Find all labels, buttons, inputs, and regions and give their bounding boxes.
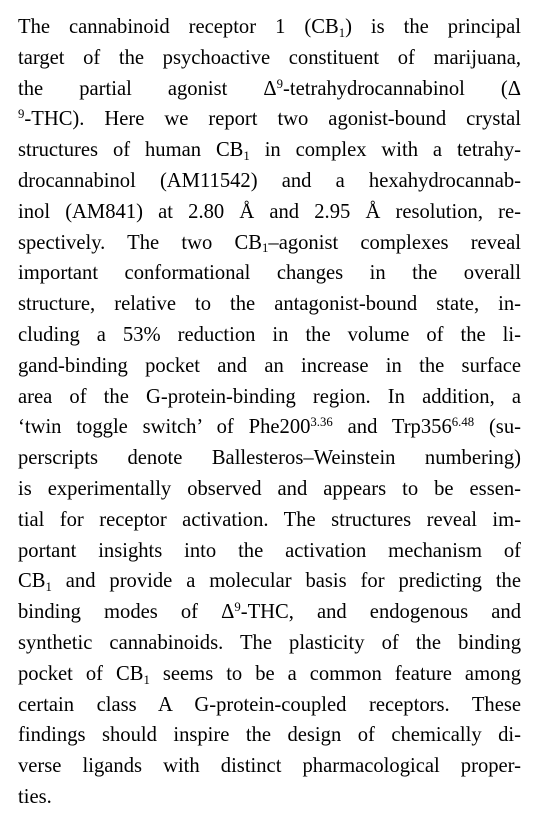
text-run: tial for receptor activation. The structures reveal im- xyxy=(18,508,521,531)
text-run: gand-binding pocket and an increase in the surface xyxy=(18,354,521,377)
text-run: portant insights into the activation mechanism of xyxy=(18,539,521,562)
text-run: -THC). Here we report two agonist-bound crystal xyxy=(24,108,521,131)
text-line xyxy=(18,351,521,382)
text-run: -tetrahydrocannabinol (Δ xyxy=(283,77,521,100)
text-run: The cannabinoid receptor 1 (CB xyxy=(18,16,339,38)
text-line xyxy=(18,443,521,474)
superscript: 9 xyxy=(276,76,284,91)
text-line xyxy=(18,166,521,197)
text-run: is experimentally observed and appears to be essen- xyxy=(18,477,521,500)
text-run: certain class A G-protein-coupled receptors. These xyxy=(18,693,521,716)
text-run: synthetic cannabinoids. The plasticity of the binding xyxy=(18,631,521,654)
text-run: -THC, and endogenous and xyxy=(240,601,521,624)
superscript: 9 xyxy=(234,600,241,615)
text-run: verse ligands with distinct pharmacological proper- xyxy=(18,755,521,778)
text-line xyxy=(18,197,521,228)
text-line xyxy=(18,566,521,597)
subscript: 1 xyxy=(243,149,250,164)
text-run: perscripts denote Ballesteros–Weinstein numbering) xyxy=(18,447,521,470)
text-run: target of the psychoactive constituent of marijuana, xyxy=(18,46,521,69)
subscript: 1 xyxy=(45,580,52,595)
text-run: seems to be a common feature among xyxy=(149,662,521,685)
text-run: ) is the principal xyxy=(345,16,521,38)
text-line xyxy=(18,628,521,659)
text-line xyxy=(18,104,521,135)
subscript: 1 xyxy=(262,241,269,256)
text-run: inol (AM841) at 2.80 Å and 2.95 Å resolution, re- xyxy=(18,200,521,223)
text-line xyxy=(18,690,521,721)
text-line xyxy=(18,12,521,43)
text-run: and Trp356 xyxy=(332,416,452,439)
text-line xyxy=(18,289,521,320)
text-line xyxy=(18,135,521,166)
text-run: ties. xyxy=(18,785,52,808)
text-run: cluding a 53% reduction in the volume of the li- xyxy=(18,323,521,346)
text-run: (su- xyxy=(474,416,521,439)
superscript: 9 xyxy=(18,107,25,122)
text-line xyxy=(18,258,521,289)
text-run: binding modes of Δ xyxy=(18,601,235,624)
text-run: findings should inspire the design of chemically di- xyxy=(18,724,521,747)
text-line xyxy=(18,751,521,782)
text-line xyxy=(18,382,521,413)
text-run: pocket of CB xyxy=(18,662,144,685)
text-line xyxy=(18,228,521,259)
text-line xyxy=(18,597,521,628)
text-run: CB xyxy=(18,570,46,593)
text-line xyxy=(18,720,521,751)
text-run: structures of human CB xyxy=(18,139,244,162)
text-run: area of the G-protein-binding region. In addition, a xyxy=(18,385,521,408)
text-run: spectively. The two CB xyxy=(18,231,262,254)
text-line xyxy=(18,74,521,105)
text-line xyxy=(18,505,521,536)
superscript: 3.36 xyxy=(310,415,333,430)
subscript: 1 xyxy=(143,672,150,687)
text-line xyxy=(18,320,521,351)
text-line xyxy=(18,412,521,443)
text-run: –agonist complexes reveal xyxy=(268,231,521,254)
text-run: ‘twin toggle switch’ of Phe200 xyxy=(18,416,311,439)
text-line xyxy=(18,43,521,74)
text-run: and provide a molecular basis for predicting the xyxy=(51,570,521,593)
abstract-paragraph xyxy=(18,12,521,813)
text-run: important conformational changes in the overall xyxy=(18,262,521,285)
subscript: 1 xyxy=(338,25,346,40)
text-line xyxy=(18,659,521,690)
text-run: the partial agonist Δ xyxy=(18,77,277,100)
text-line xyxy=(18,782,521,813)
superscript: 6.48 xyxy=(451,415,475,430)
text-line xyxy=(18,474,521,505)
text-run: structure, relative to the antagonist-bound state, in- xyxy=(18,293,521,316)
text-line xyxy=(18,536,521,567)
text-run: in complex with a tetrahy- xyxy=(249,139,521,162)
text-run: drocannabinol (AM11542) and a hexahydrocannab- xyxy=(18,169,521,192)
